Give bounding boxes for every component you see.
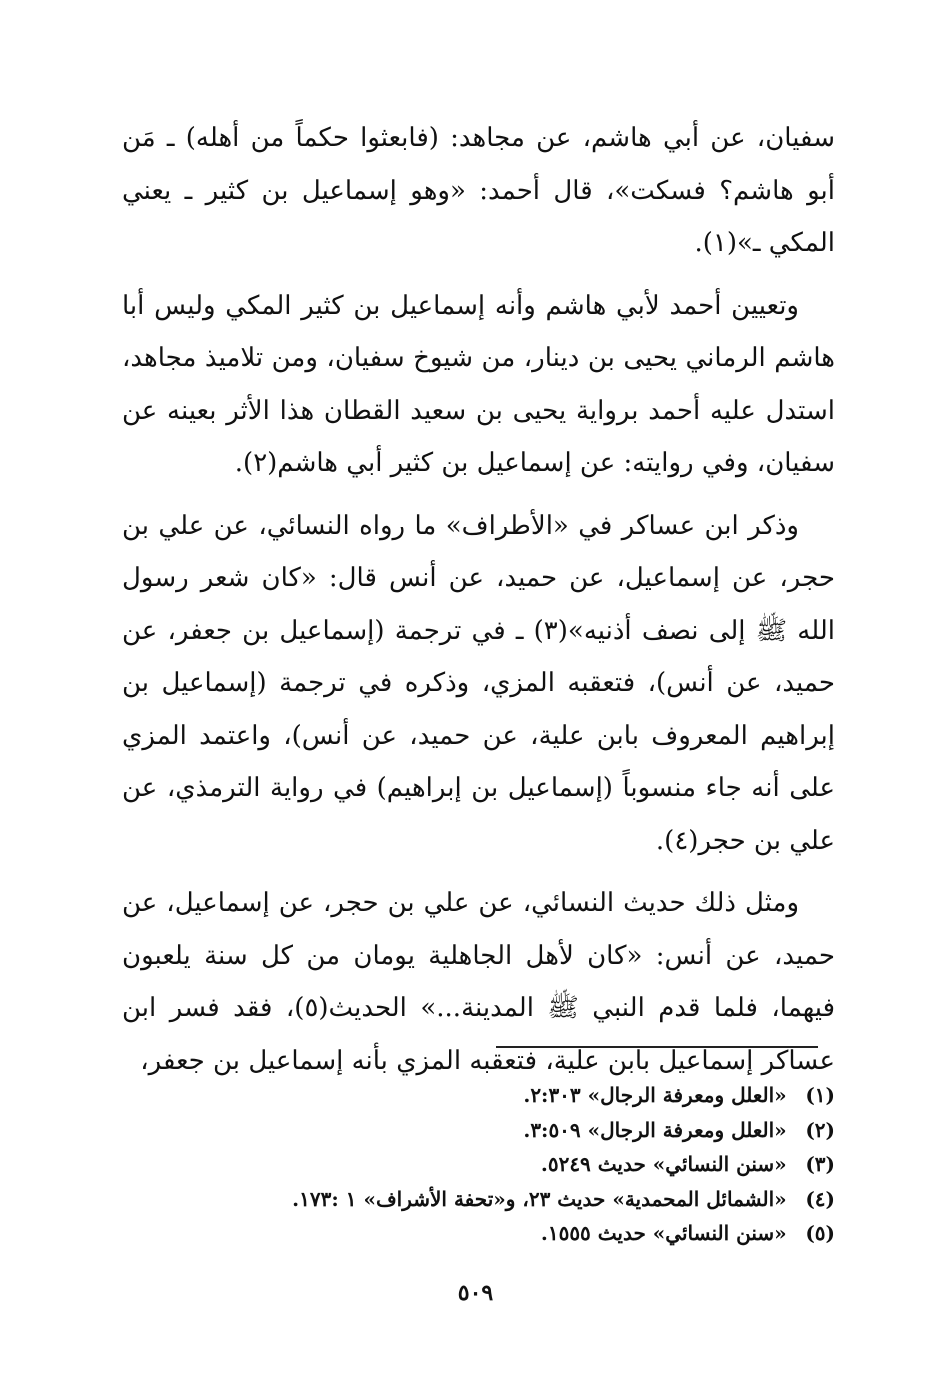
page-number: ٥٠٩ [457,1280,494,1306]
footnote-4 [122,1182,835,1217]
main-text [122,112,835,1097]
footnotes-list [122,1078,835,1251]
footnote-separator [496,1046,818,1048]
footnote-2 [122,1113,835,1148]
footnote-1 [122,1078,835,1113]
paragraph-2: وتعيين أحمد لأبي هاشم وأنه إسماعيل بن كثير المكي وليس أبا هاشم الرماني يحيى بن دينار، من شيوخ سفيان، ومن تلاميذ مجاهد، استدل عليه أحمد برواية يحيى بن سعيد القطان هذا الأثر بعينه عن سفيان، وفي روايته: عن إسماعيل بن كثير أبي هاشم(٢). [122,290,835,478]
footnote-number: (١) [805,1083,835,1107]
footnote-5 [122,1216,835,1251]
footnote-text: «سنن النسائي» حديث ٥٢٤٩. [540,1152,787,1176]
paragraph-4: ومثل ذلك حديث النسائي، عن علي بن حجر، عن إسماعيل، عن حميد، عن أنس: «كان لأهل الجاهلية يومان من كل سنة يلعبون فيهما، فلما قدم النبي ﷺ المدينة...» الحديث(٥)، فقد فسر ابن عساكر إسماعيل بابن علية، فتعقبه المزي بأنه إسماعيل بن جعفر، [122,888,836,1076]
footnote-text: «العلل ومعرفة الرجال» ٢:٣٠٣. [523,1083,787,1107]
footnote-number: (٢) [805,1117,835,1142]
footnote-3 [122,1147,835,1182]
footnote-number: (٤) [805,1186,835,1211]
footnote-number: (٣) [805,1152,835,1176]
footnote-text: «العلل ومعرفة الرجال» ٣:٥٠٩. [523,1117,787,1142]
footnote-number: (٥) [805,1221,835,1245]
footnote-text: «الشمائل المحمدية» حديث ٢٣، و«تحفة الأشراف» ١ :١٧٣. [292,1186,787,1211]
paragraph-3: وذكر ابن عساكر في «الأطراف» ما رواه النسائي، عن علي بن حجر، عن إسماعيل، عن حميد، عن أنس قال: «كان شعر رسول الله ﷺ إلى نصف أذنيه»(٣) ـ في ترجمة (إسماعيل بن جعفر، عن حميد، عن أنس)، فتعقبه المزي، وذكره في ترجمة (إسماعيل بن إبراهيم المعروف بابن علية، عن حميد، عن أنس)، واعتمد المزي على أنه جاء منسوباً (إسماعيل بن إبراهيم) في رواية الترمذي، عن علي بن حجر(٤). [122,510,835,856]
footnote-text: «سنن النسائي» حديث ١٥٥٥. [540,1221,787,1245]
paragraph-1: سفيان، عن أبي هاشم، عن مجاهد: (فابعثوا حكماً من أهله) ـ مَن أبو هاشم؟ فسكت»، قال أحمد: «وهو إسماعيل بن كثير ـ يعني المكي ـ»(١). [122,123,835,258]
